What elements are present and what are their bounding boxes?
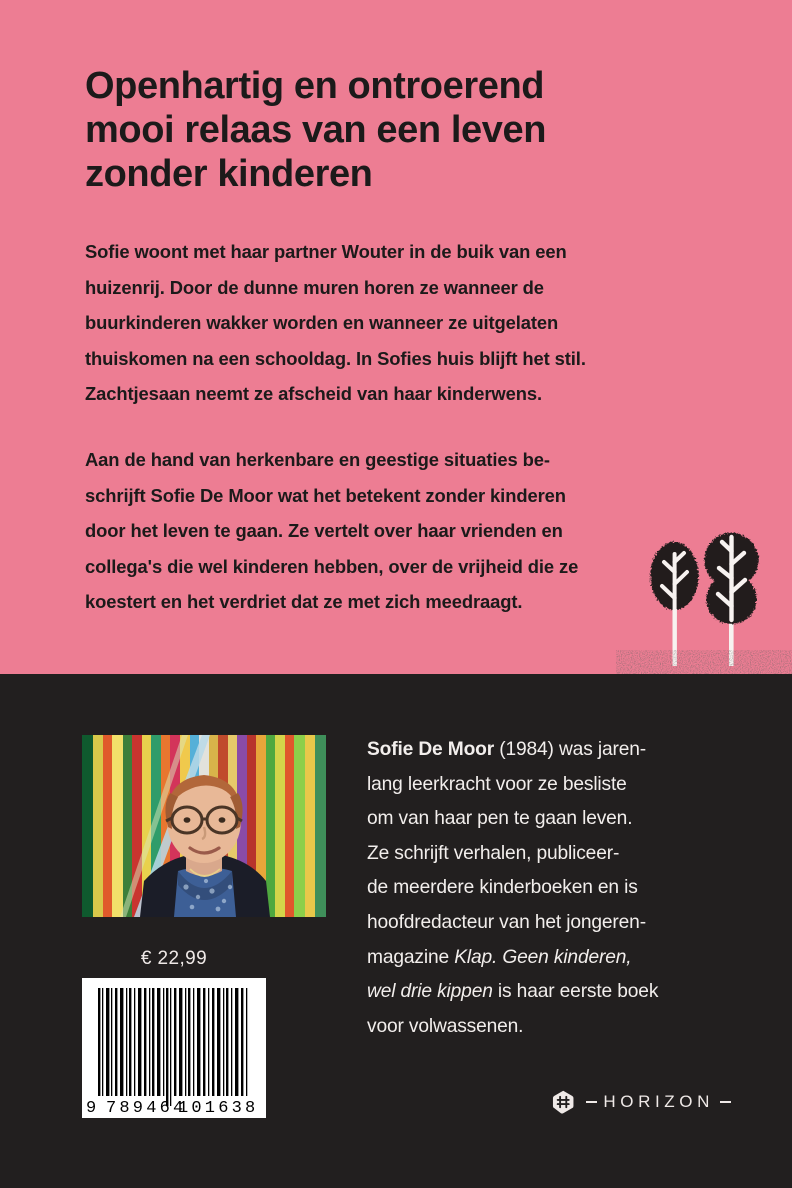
- blurb-line: schrijft Sofie De Moor wat het betekent zonder kinderen: [85, 484, 566, 506]
- headline-line: zonder kinderen: [85, 153, 373, 195]
- blurb-line: Aan de hand van herkenbare en geestige situaties be-: [85, 449, 550, 470]
- publisher-wordmark: [586, 1092, 731, 1112]
- bio-line: lang leerkracht voor ze besliste: [367, 773, 627, 795]
- author-bio: [367, 733, 727, 1044]
- book-title-italic: wel drie kippen: [367, 981, 493, 1003]
- author-name: Sofie De Moor: [367, 739, 495, 760]
- bio-line: om van haar pen te gaan leven.: [367, 808, 633, 830]
- trees-svg: [640, 520, 792, 674]
- author-portrait-image: [82, 735, 326, 917]
- blurb-line: Zachtjesaan neemt ze afscheid van haar kinderwens.: [85, 383, 542, 404]
- bio-line: [367, 975, 727, 1010]
- blurb-line: koestert en het verdriet dat ze met zich meedraagt.: [85, 591, 523, 612]
- blurb-line: buurkinderen wakker worden en wanneer ze uitgelaten: [85, 312, 559, 333]
- dash-icon: [720, 1101, 731, 1103]
- page-title: [85, 64, 685, 196]
- blurb-line: Sofie woont met haar partner Wouter in de buik van een: [85, 241, 567, 262]
- avatar: [82, 735, 326, 917]
- tree-illustration: [640, 520, 792, 674]
- bio-text: is haar eerste boek: [492, 981, 659, 1003]
- blurb-line: thuiskomen na een schooldag. In Sofies huis blijft het stil.: [85, 347, 586, 369]
- bio-line: de meerdere kinderboeken en is: [367, 877, 638, 899]
- blurb-paragraph-one: [85, 234, 685, 412]
- tree-oval-icon: [651, 542, 699, 666]
- dash-icon: [586, 1101, 597, 1103]
- hexagon-h-logo-icon: [551, 1087, 575, 1117]
- bio-line: Ze schrijft verhalen, publiceer-: [367, 842, 620, 864]
- barcode-lead-digit: 9: [86, 1099, 97, 1118]
- barcode-svg: [82, 978, 266, 1118]
- bio-line: hoofdredacteur van het jongeren-: [367, 911, 646, 933]
- bio-line: [367, 733, 727, 768]
- headline-line: Openhartig en ontroerend: [85, 65, 545, 107]
- blurb-line: door het leven te gaan. Ze vertelt over haar vrienden en: [85, 520, 563, 541]
- price-label: € 22,99: [140, 948, 208, 969]
- publisher-name: HORIZON: [603, 1092, 714, 1111]
- tree-figure-eight-icon: [705, 533, 759, 666]
- bio-text: (1984) was jaren-: [494, 739, 646, 760]
- book-title-italic: Klap. Geen kinderen,: [454, 946, 632, 968]
- blurb-paragraph-two: [85, 442, 685, 620]
- bio-text: magazine: [367, 946, 455, 968]
- bio-line: voor volwassenen.: [367, 1015, 524, 1037]
- barcode-right-group: 101638: [178, 1099, 259, 1118]
- headline-line: mooi relaas van een leven: [85, 109, 547, 151]
- barcode: [82, 978, 266, 1118]
- bio-line: [367, 941, 727, 976]
- barcode-left-group: 789464: [106, 1099, 187, 1118]
- blurb-line: huizenrij. Door de dunne muren horen ze wanneer de: [85, 276, 544, 298]
- blurb-line: collega's die wel kinderen hebben, over de vrijheid die ze: [85, 555, 579, 577]
- publisher-logo: [551, 1084, 731, 1120]
